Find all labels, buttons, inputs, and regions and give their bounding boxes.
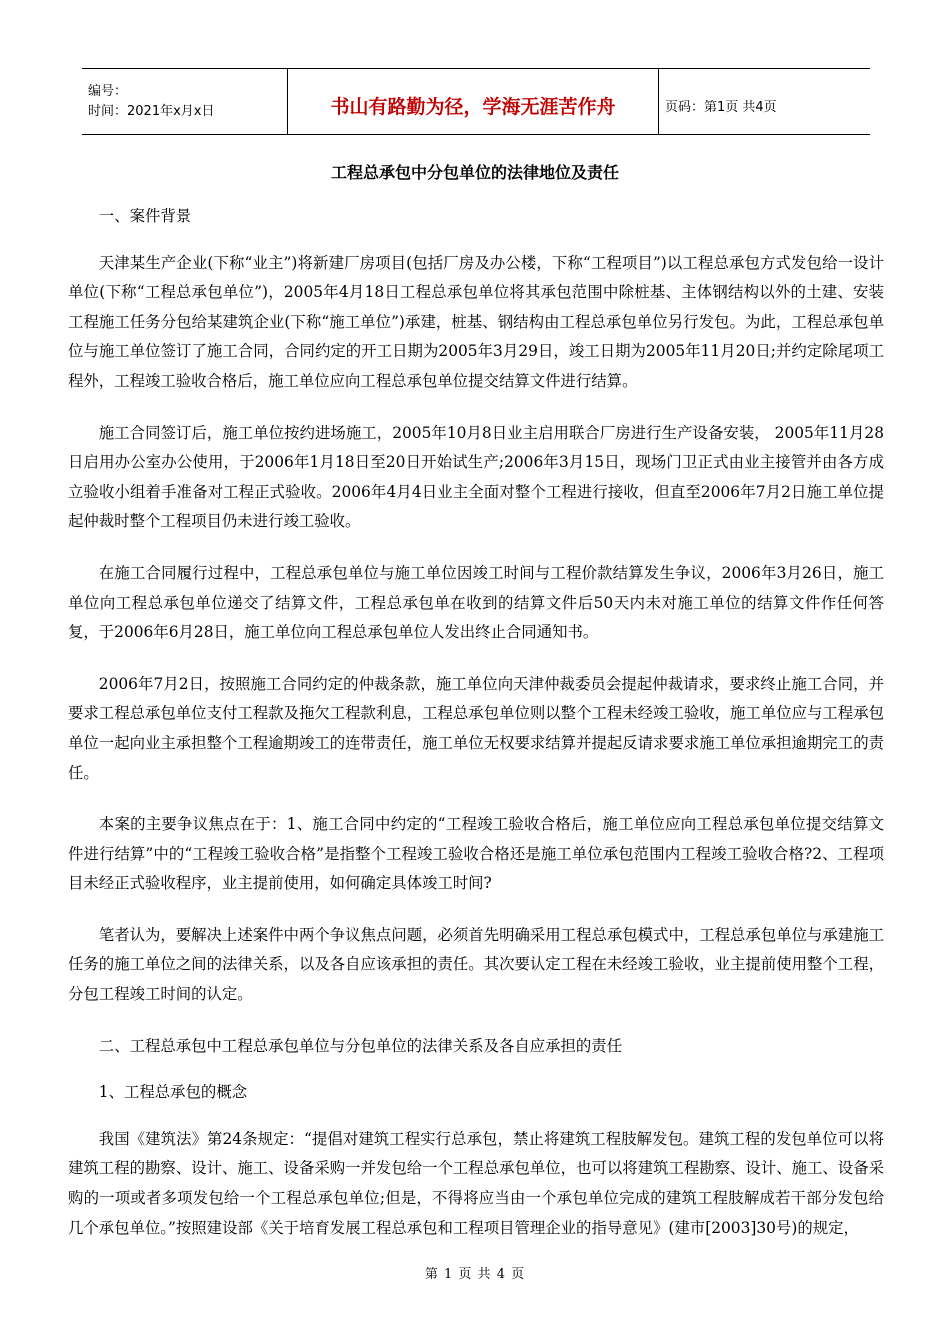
document-title: 工程总承包中分包单位的法律地位及责任 xyxy=(330,163,619,182)
document-header xyxy=(82,68,870,135)
paragraph: 本案的主要争议焦点在于：1、施工合同中约定的“工程竣工验收合格后，施工单位应向工程总承包单位提交结算文件进行结算”中的“工程竣工验收合格”是指整个工程竣工验收合格还是施工单位承包范围内工程竣工验收合格?2、工程项目未经正式验收程序，业主提前使用，如何确定具体竣工时间? xyxy=(68,815,884,893)
section-heading-background: 一、案件背景 xyxy=(98,207,192,225)
paragraph: 在施工合同履行过程中，工程总承包单位与施工单位因竣工时间与工程价款结算发生争议，2006年3月26日，施工单位向工程总承包单位递交了结算文件，工程总承包单在收到的结算文件后50天内未对施工单位的结算文件作任何答复，于2006年6月28日，施工单位向工程总承包单位人发出终止合同通知书。 xyxy=(68,563,884,642)
paragraph: 天津某生产企业(下称“业主”)将新建厂房项目(包括厂房及办公楼，下称“工程项目”)以工程总承包方式发包给一设计单位(下称“工程总承包单位”)，2005年4月18日工程总承包单位将其承包范围中除桩基、主体钢结构以外的土建、安装工程施工任务分包给某建筑企业(下称“施工单位”)承建，桩基、钢结构由工程总承包单位另行发包。为此，工程总承包单位与施工单位签订了施工合同，合同约定的开工日期为2005年3月29日，竣工日期为2005年11月20日;并约定除尾项工程外，工程竣工验收合格后，施工单位应向工程总承包单位提交结算文件进行结算。 xyxy=(68,253,884,390)
subsection-heading-concept: 1、工程总承包的概念 xyxy=(98,1083,248,1102)
document-body xyxy=(68,202,884,1265)
document-number-label: 编号： xyxy=(88,83,128,99)
page-footer: 第 1 页 共 4 页 xyxy=(424,1267,526,1282)
paragraph: 我国《建筑法》第24条规定：“提倡对建筑工程实行总承包，禁止将建筑工程肢解发包。建筑工程的发包单位可以将建筑工程的勘察、设计、施工、设备采购一并发包给一个工程总承包单位，也可以将建筑工程勘察、设计、施工、设备采购的一项或者多项发包给一个工程总承包单位;但是，不得将应当由一个承包单位完成的建筑工程肢解成若干部分发包给几个承包单位。”按照建设部《关于培育发展工程总承包和工程项目管理企业的指导意见》(建市[2003]30号)的规定， xyxy=(68,1129,884,1237)
header-meta xyxy=(82,69,288,135)
header-page-info: 页码：第1页 共4页 xyxy=(659,69,871,135)
document-time-label: 时间：2021年x月x日 xyxy=(88,103,215,119)
paragraph: 2006年7月2日，按照施工合同约定的仲裁条款，施工单位向天津仲裁委员会提起仲裁请求，要求终止施工合同，并要求工程总承包单位支付工程款及拖欠工程款利息，工程总承包单位则以整个工程未经竣工验收，施工单位应与工程承包单位一起向业主承担整个工程逾期竣工的连带责任，施工单位无权要求结算并提起反请求要求施工单位承担逾期完工的责任。 xyxy=(68,674,884,782)
paragraph: 施工合同签订后，施工单位按约进场施工，2005年10月8日业主启用联合厂房进行生产设备安装， 2005年11月28日启用办公室办公使用，于2006年1月18日至20日开始试生产;2006年3月15日，现场门卫正式由业主接管并由各方成立验收小组着手准备对工程正式验收。2006年4月4日业主全面对整个工程进行接收，但直至2006年7月2日施工单位提起仲裁时整个工程项目仍未进行竣工验收。 xyxy=(68,423,884,531)
section-heading-relations: 二、工程总承包中工程总承包单位与分包单位的法律关系及各自应承担的责任 xyxy=(98,1036,623,1055)
paragraph: 笔者认为，要解决上述案件中两个争议焦点问题，必须首先明确采用工程总承包模式中，工程总承包单位与承建施工任务的施工单位之间的法律关系，以及各自应该承担的责任。其次要认定工程在未经竣工验收，业主提前使用整个工程，分包工程竣工时间的认定。 xyxy=(68,925,884,1004)
header-slogan: 书山有路勤为径，学海无涯苦作舟 xyxy=(288,69,659,135)
